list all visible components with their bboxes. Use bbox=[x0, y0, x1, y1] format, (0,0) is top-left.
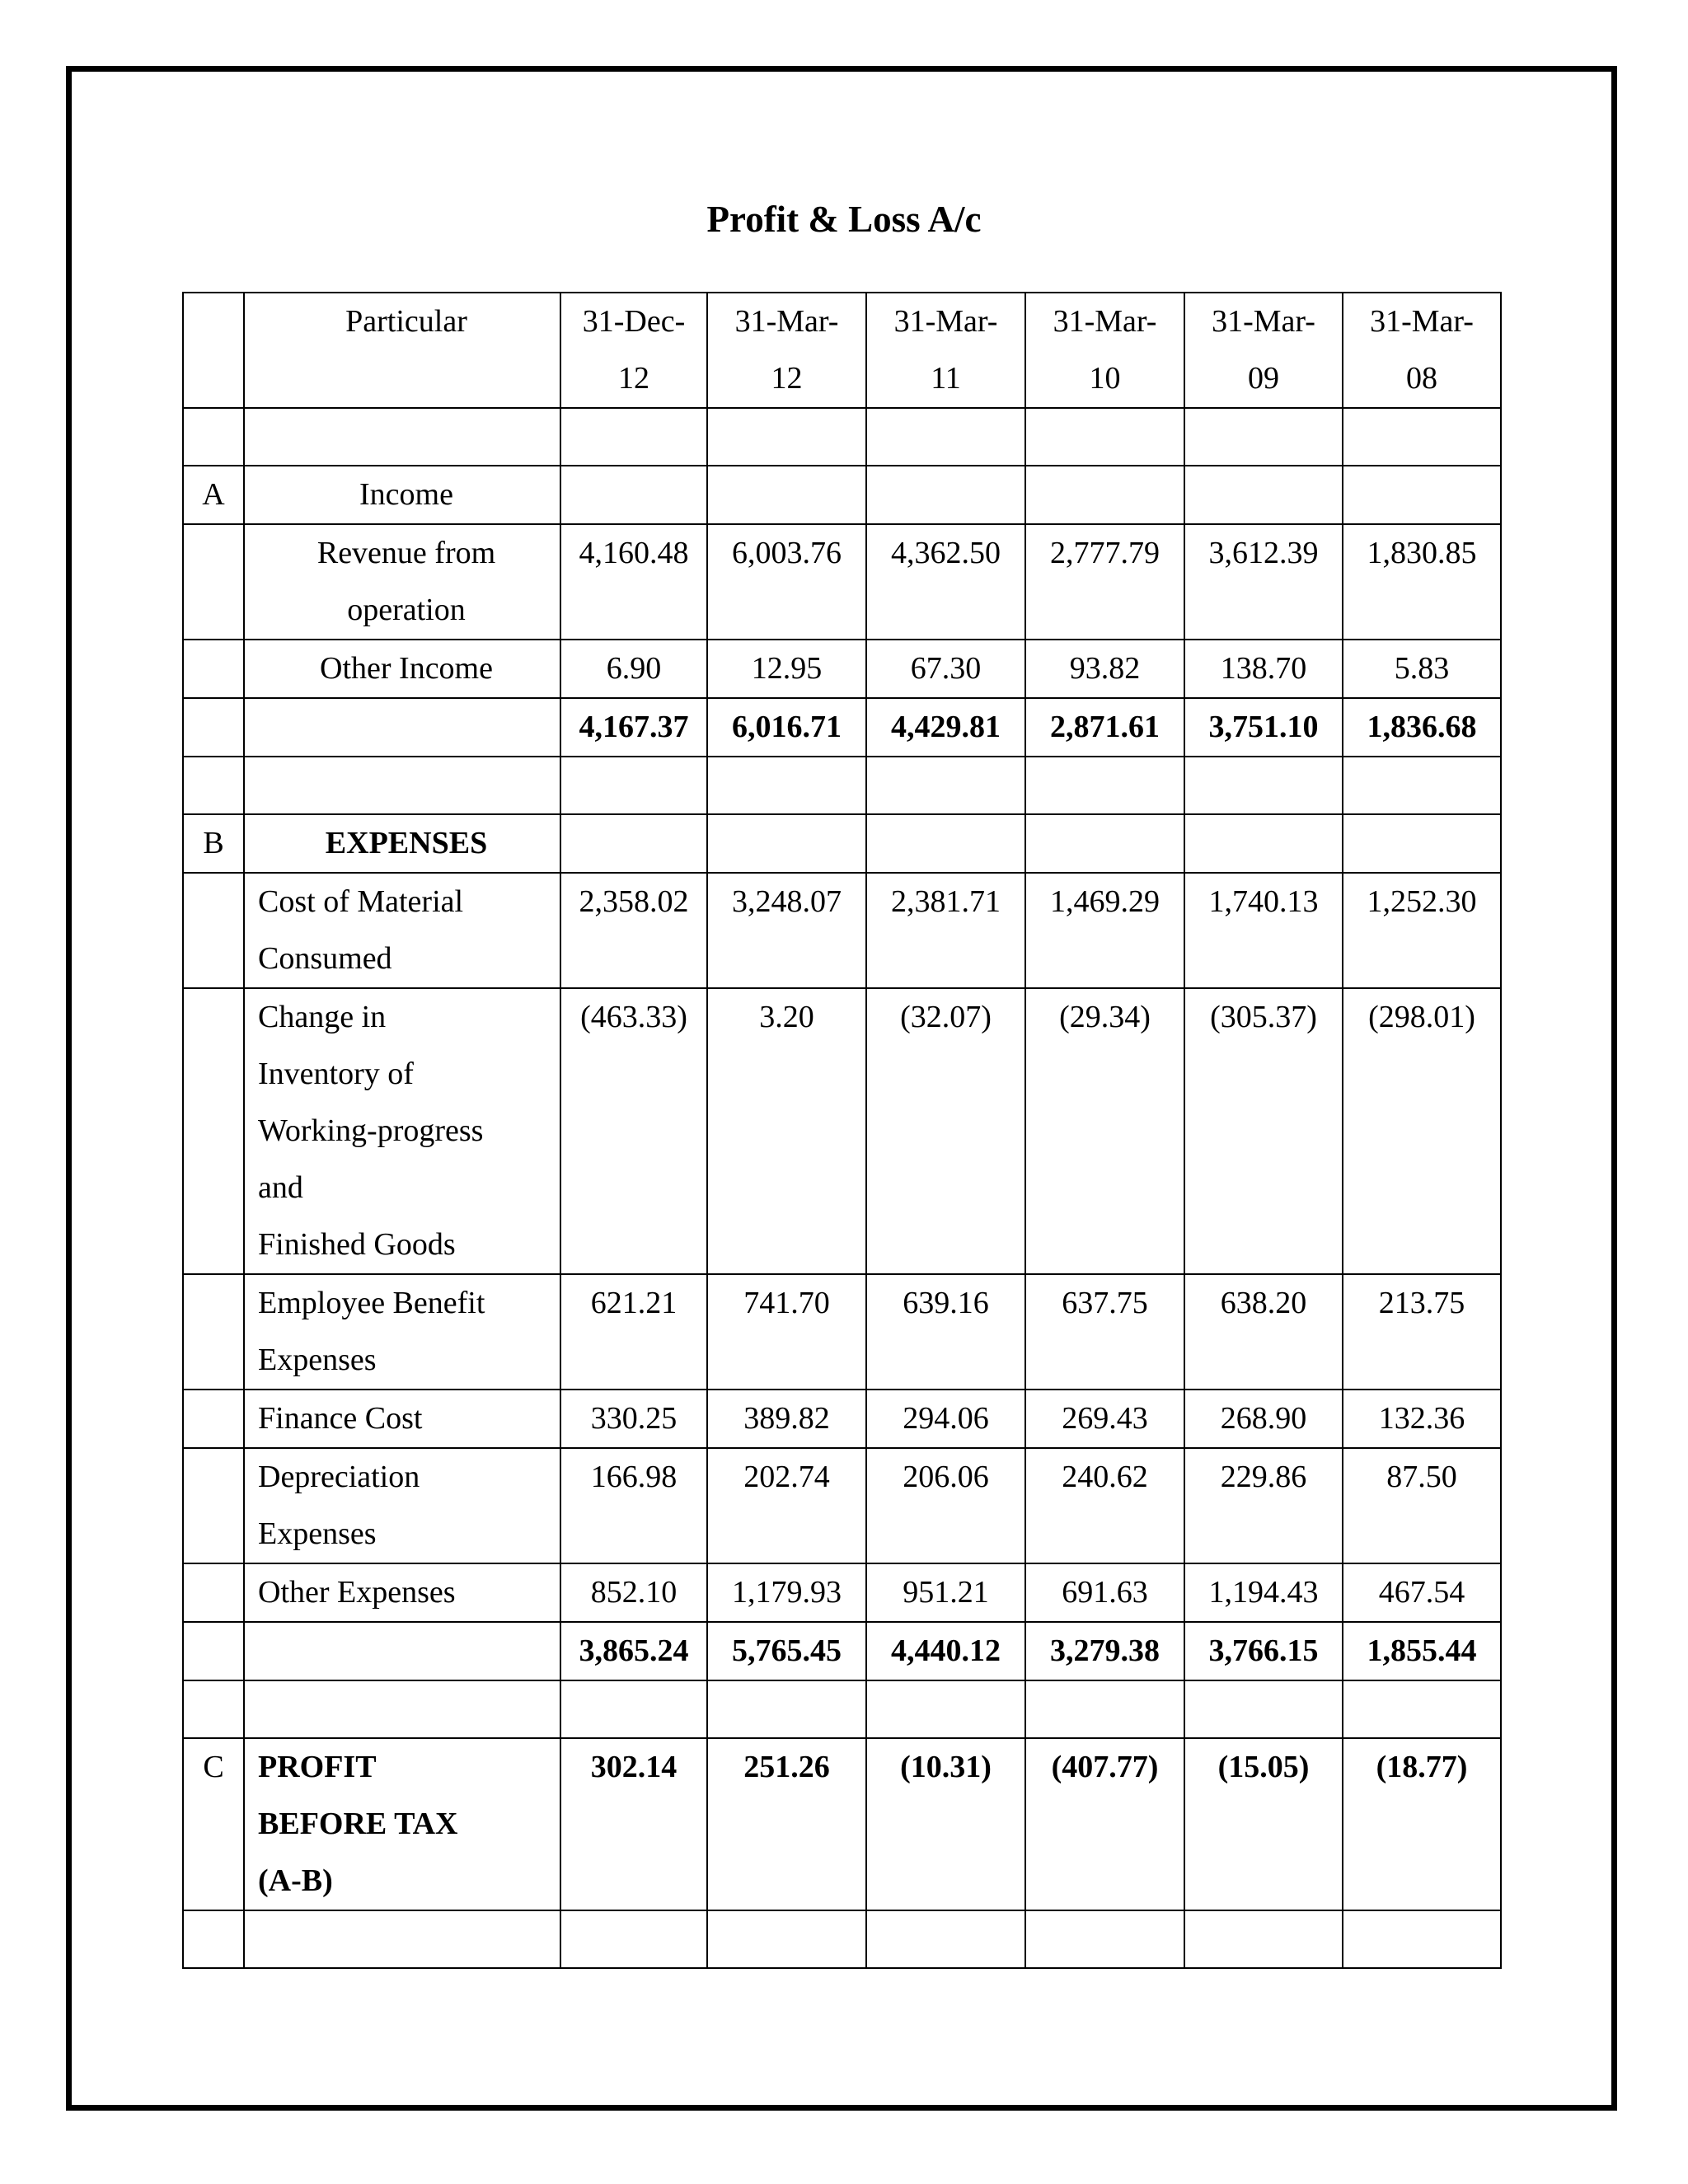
value-cell: 691.63 bbox=[1025, 1563, 1184, 1622]
table-row bbox=[183, 1448, 1501, 1563]
value-cell: (298.01) bbox=[1343, 988, 1501, 1274]
total-cell: 2,871.61 bbox=[1025, 698, 1184, 757]
table-row bbox=[183, 1390, 1501, 1448]
value-cell: 213.75 bbox=[1343, 1274, 1501, 1390]
value-cell: 87.50 bbox=[1343, 1448, 1501, 1563]
profit-cell: 251.26 bbox=[707, 1738, 866, 1910]
period-header: 31-Mar- 08 bbox=[1343, 293, 1501, 408]
period-header: 31-Mar- 10 bbox=[1025, 293, 1184, 408]
value-cell: 202.74 bbox=[707, 1448, 866, 1563]
table-row bbox=[183, 640, 1501, 698]
value-cell: 294.06 bbox=[866, 1390, 1025, 1448]
period-header: 31-Mar- 11 bbox=[866, 293, 1025, 408]
profit-cell: 302.14 bbox=[560, 1738, 707, 1910]
value-cell: 637.75 bbox=[1025, 1274, 1184, 1390]
row-label: Depreciation Expenses bbox=[244, 1448, 560, 1563]
header-row bbox=[183, 293, 1501, 408]
value-cell: 206.06 bbox=[866, 1448, 1025, 1563]
value-cell: 12.95 bbox=[707, 640, 866, 698]
blank-row bbox=[183, 408, 1501, 466]
table-row bbox=[183, 988, 1501, 1274]
row-label: Finance Cost bbox=[244, 1390, 560, 1448]
value-cell: 132.36 bbox=[1343, 1390, 1501, 1448]
total-cell: 3,751.10 bbox=[1184, 698, 1343, 757]
value-cell: 621.21 bbox=[560, 1274, 707, 1390]
row-label: PROFIT BEFORE TAX (A-B) bbox=[244, 1738, 560, 1910]
value-cell: 229.86 bbox=[1184, 1448, 1343, 1563]
value-cell: 3,612.39 bbox=[1184, 524, 1343, 640]
section-letter: C bbox=[183, 1738, 244, 1910]
table-row bbox=[183, 1563, 1501, 1622]
value-cell: 1,194.43 bbox=[1184, 1563, 1343, 1622]
value-cell: 389.82 bbox=[707, 1390, 866, 1448]
value-cell: 67.30 bbox=[866, 640, 1025, 698]
period-header: 31-Dec- 12 bbox=[560, 293, 707, 408]
section-cell bbox=[183, 293, 244, 408]
value-cell: 269.43 bbox=[1025, 1390, 1184, 1448]
row-label: Employee Benefit Expenses bbox=[244, 1274, 560, 1390]
value-cell: 2,777.79 bbox=[1025, 524, 1184, 640]
document-title: Profit & Loss A/c bbox=[706, 199, 982, 240]
value-cell: 1,179.93 bbox=[707, 1563, 866, 1622]
value-cell: 93.82 bbox=[1025, 640, 1184, 698]
blank-row bbox=[183, 1910, 1501, 1968]
value-cell: 951.21 bbox=[866, 1563, 1025, 1622]
table-row bbox=[183, 1274, 1501, 1390]
total-cell: 4,440.12 bbox=[866, 1622, 1025, 1680]
row-label: Change in Inventory of Working-progress and Finished Goods bbox=[244, 988, 560, 1274]
value-cell: 852.10 bbox=[560, 1563, 707, 1622]
total-row bbox=[183, 698, 1501, 757]
particular-header: Particular bbox=[244, 293, 560, 408]
profit-cell: (10.31) bbox=[866, 1738, 1025, 1910]
section-c-row bbox=[183, 1738, 1501, 1910]
section-label: Income bbox=[244, 466, 560, 524]
total-cell: 3,766.15 bbox=[1184, 1622, 1343, 1680]
value-cell: 639.16 bbox=[866, 1274, 1025, 1390]
value-cell: 3,248.07 bbox=[707, 873, 866, 988]
section-label: EXPENSES bbox=[244, 814, 560, 873]
value-cell: (305.37) bbox=[1184, 988, 1343, 1274]
total-row bbox=[183, 1622, 1501, 1680]
profit-cell: (15.05) bbox=[1184, 1738, 1343, 1910]
row-label: Cost of Material Consumed bbox=[244, 873, 560, 988]
period-header: 31-Mar- 12 bbox=[707, 293, 866, 408]
section-a-row bbox=[183, 466, 1501, 524]
section-letter: B bbox=[183, 814, 244, 873]
table-row bbox=[183, 524, 1501, 640]
value-cell: 3.20 bbox=[707, 988, 866, 1274]
value-cell: 1,252.30 bbox=[1343, 873, 1501, 988]
value-cell: 330.25 bbox=[560, 1390, 707, 1448]
value-cell: 2,381.71 bbox=[866, 873, 1025, 988]
value-cell: 6,003.76 bbox=[707, 524, 866, 640]
total-cell: 4,167.37 bbox=[560, 698, 707, 757]
value-cell: (463.33) bbox=[560, 988, 707, 1274]
row-label: Other Income bbox=[244, 640, 560, 698]
value-cell: 1,740.13 bbox=[1184, 873, 1343, 988]
profit-cell: (407.77) bbox=[1025, 1738, 1184, 1910]
table-row bbox=[183, 873, 1501, 988]
profit-loss-table bbox=[182, 292, 1502, 1969]
total-cell: 1,836.68 bbox=[1343, 698, 1501, 757]
value-cell: 240.62 bbox=[1025, 1448, 1184, 1563]
total-cell: 1,855.44 bbox=[1343, 1622, 1501, 1680]
value-cell: 638.20 bbox=[1184, 1274, 1343, 1390]
value-cell: 166.98 bbox=[560, 1448, 707, 1563]
value-cell: 4,160.48 bbox=[560, 524, 707, 640]
total-cell: 3,865.24 bbox=[560, 1622, 707, 1680]
value-cell: (32.07) bbox=[866, 988, 1025, 1274]
blank-row bbox=[183, 757, 1501, 814]
total-cell: 4,429.81 bbox=[866, 698, 1025, 757]
value-cell: 1,469.29 bbox=[1025, 873, 1184, 988]
total-cell: 5,765.45 bbox=[707, 1622, 866, 1680]
value-cell: 138.70 bbox=[1184, 640, 1343, 698]
value-cell: 6.90 bbox=[560, 640, 707, 698]
value-cell: 1,830.85 bbox=[1343, 524, 1501, 640]
value-cell: 2,358.02 bbox=[560, 873, 707, 988]
value-cell: (29.34) bbox=[1025, 988, 1184, 1274]
section-b-row bbox=[183, 814, 1501, 873]
row-label: Other Expenses bbox=[244, 1563, 560, 1622]
blank-row bbox=[183, 1680, 1501, 1738]
row-label: Revenue from operation bbox=[244, 524, 560, 640]
profit-cell: (18.77) bbox=[1343, 1738, 1501, 1910]
total-cell: 3,279.38 bbox=[1025, 1622, 1184, 1680]
section-letter: A bbox=[183, 466, 244, 524]
value-cell: 268.90 bbox=[1184, 1390, 1343, 1448]
value-cell: 741.70 bbox=[707, 1274, 866, 1390]
value-cell: 467.54 bbox=[1343, 1563, 1501, 1622]
total-cell: 6,016.71 bbox=[707, 698, 866, 757]
value-cell: 4,362.50 bbox=[866, 524, 1025, 640]
period-header: 31-Mar- 09 bbox=[1184, 293, 1343, 408]
value-cell: 5.83 bbox=[1343, 640, 1501, 698]
